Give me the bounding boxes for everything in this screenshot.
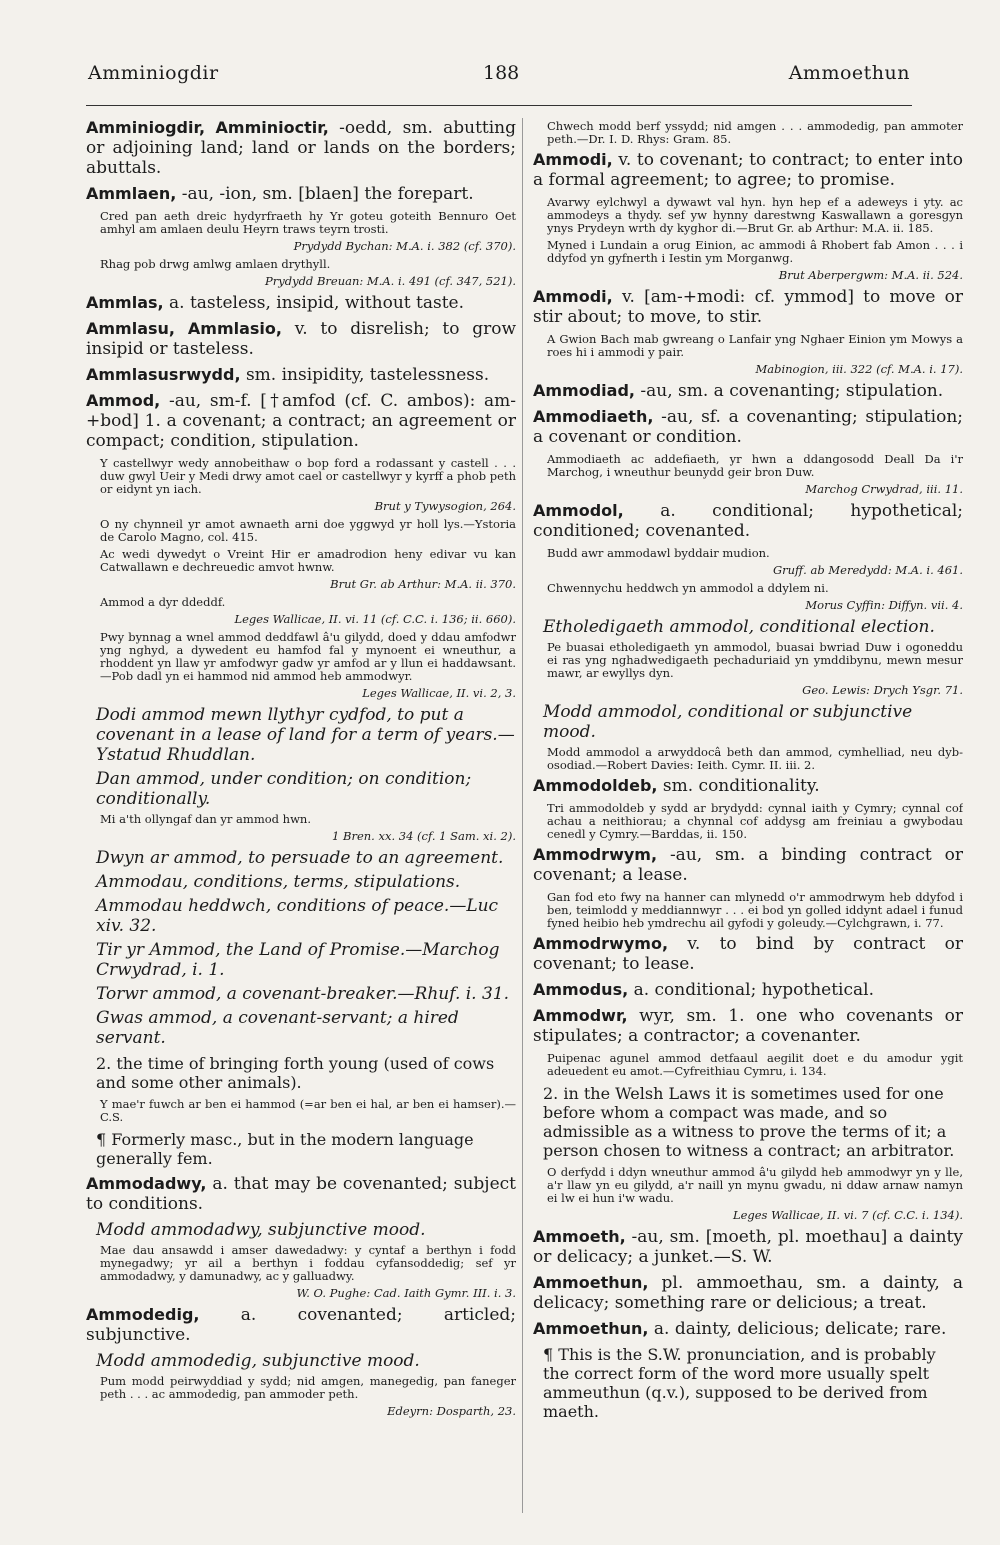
dictionary-entry — [86, 184, 516, 204]
citation-text: A Gwion Bach mab gwreang o Lanfair yng Nghaer Einion ym Mowys a roes hi i ammodi y pair. — [547, 332, 963, 359]
citation-text: Gan fod eto fwy na hanner can mlynedd o'r ammodrwym heb ddyfod i ben, teimlodd y meddiannwyr . . . ei bod yn golled iddynt adael i funud fyned heibio heb ymdrechu ail gyfodi y goleudy.—Cylchgrawn, i. 77. — [547, 890, 963, 930]
dictionary-entry — [533, 934, 963, 974]
phrase-entry: Dwyn ar ammod, to persuade to an agreement. — [96, 848, 504, 868]
entry-headword: Ammlasusrwydd, — [86, 365, 241, 384]
phrase-entry: Etholedigaeth ammodol, conditional election. — [543, 617, 935, 637]
entry-definition: v. to disrelish; to grow insipid or tasteless. — [86, 319, 516, 359]
entry-headword: Amminiogdir, Amminioctir, — [86, 118, 329, 137]
entry-definition: v. to bind by contract or covenant; to lease. — [533, 934, 963, 974]
phrase-entry: Modd ammodol, conditional or subjunctive mood. — [543, 702, 913, 742]
entry-headword: Ammoeth, — [533, 1227, 626, 1246]
citation-source: Brut y Tywysogion, 264. — [374, 499, 516, 513]
entry-headword: Ammodiad, — [533, 381, 635, 400]
entry-definition: v. to covenant; to contract; to enter into a formal agreement; to agree; to promise. — [533, 150, 963, 190]
entry-headword: Ammodrwym, — [533, 845, 658, 864]
entry-definition: a. covenanted; articled; subjunctive. — [86, 1305, 516, 1345]
dictionary-entry — [86, 365, 516, 385]
entry-headword: Ammlasu, Ammlasio, — [86, 319, 282, 338]
entry-definition: -oedd, sm. abutting or adjoining land; land or lands on the borders; abuttals. — [86, 118, 516, 178]
phrase-entry: Dan ammod, under condition; on condition; conditionally. — [96, 769, 472, 809]
citation-source: Gruff. ab Meredydd: M.A. i. 461. — [772, 563, 963, 577]
citation-text: Pum modd peirwyddiad y sydd; nid amgen, manegedig, pan faneger peth . . . ac ammodedig, pan ammoder peth. — [100, 1374, 516, 1401]
phrase-entry: Ammodau heddwch, conditions of peace.—Luc xiv. 32. — [96, 896, 499, 936]
citation-text: Cred pan aeth dreic hydyrfraeth hy Yr goteu goteith Bennuro Oet amhyl am amlaen deulu Heyrn traws teyrn trosti. — [100, 209, 516, 236]
dictionary-entry — [86, 1305, 516, 1345]
dictionary-entry — [533, 407, 963, 447]
dictionary-entry — [86, 391, 516, 451]
citation-text: Mi a'th ollyngaf dan yr ammod hwn. — [100, 812, 311, 826]
entry-definition: a. dainty, delicious; delicate; rare. — [653, 1319, 947, 1339]
phrase-entry: Tir yr Ammod, the Land of Promise.—Marchog Crwydrad, i. 1. — [96, 940, 500, 980]
citation-text: Ammod a dyr ddeddf. — [100, 595, 226, 609]
sense-note: 2. the time of bringing forth young (used of cows and some other animals). — [96, 1054, 495, 1092]
entry-headword: Ammodedig, — [86, 1305, 200, 1324]
phrase-entry: Modd ammodedig, subjunctive mood. — [96, 1351, 420, 1371]
citation-text: Pwy bynnag a wnel ammod deddfawl â'u gilydd, doed y ddau amfodwr yng nghyd, a dywedent eu hamfod fal y mynoent ei wneuthur, a rhoddent yn llaw yr amfodwyr gadw yr amfod ar y llun ei haddawsant.—Pob dadl yn ei hammod nid ammod heb ammodwyr. — [100, 630, 516, 683]
entry-headword: Ammodi, — [533, 287, 613, 306]
entry-definition: wyr, sm. 1. one who covenants or stipulates; a contractor; a covenanter. — [533, 1006, 963, 1046]
entry-definition: -au, sm-f. [†amfod (cf. C. ambos): am-+bod] 1. a covenant; a contract; an agreement or compact; condition, stipulation. — [86, 391, 516, 451]
entry-headword: Ammlaen, — [86, 184, 177, 203]
dictionary-entry — [533, 381, 963, 401]
entry-headword: Ammod, — [86, 391, 161, 410]
citation-text: O ny chynneil yr amot awnaeth arni doe yggwyd yr holl lys.—Ystoria de Carolo Magno, col. 415. — [100, 517, 516, 544]
sense-note: ¶ This is the S.W. pronunciation, and is probably the correct form of the word more usually spelt ammeuthun (q.v.), supposed to be derived from maeth. — [543, 1345, 936, 1421]
citation-text: Budd awr ammodawl byddair mudion. — [547, 546, 770, 560]
citation-source: Mabinogion, iii. 322 (cf. M.A. i. 17). — [755, 362, 963, 376]
dictionary-entry — [533, 980, 963, 1000]
dictionary-entry — [86, 293, 516, 313]
entry-headword: Ammodadwy, — [86, 1174, 207, 1193]
entry-definition: -au, sm. [moeth, pl. moethau] a dainty or delicacy; a junket.—S. W. — [533, 1227, 963, 1267]
entry-definition: sm. insipidity, tastelessness. — [245, 365, 490, 385]
citation-text: Modd ammodol a arwyddocâ beth dan ammod, cymhelliad, neu dyb-osodiad.—Robert Davies: Ieith. Cymr. II. iii. 2. — [547, 745, 963, 772]
entry-definition: sm. conditionality. — [662, 776, 820, 796]
entry-headword: Ammoethun, — [533, 1319, 649, 1338]
entry-headword: Ammodrwymo, — [533, 934, 669, 953]
citation-source: Leges Wallicae, II. vi. 11 (cf. C.C. i. 136; ii. 660). — [234, 612, 516, 626]
citation-text: Pe buasai etholedigaeth yn ammodol, buasai bwriad Duw i ogoneddu ei ras yng nghadwedigaeth pechaduriaid yn ymddibynu, mewn mesur mawr, ar ewyllys dyn. — [547, 640, 963, 680]
phrase-entry: Gwas ammod, a covenant-servant; a hired servant. — [96, 1008, 459, 1048]
citation-source: Prydydd Bychan: M.A. i. 382 (cf. 370). — [293, 239, 516, 253]
citation-source: Leges Wallicae, II. vi. 7 (cf. C.C. i. 134). — [732, 1208, 963, 1222]
entry-headword: Ammodol, — [533, 501, 624, 520]
right-column — [533, 118, 963, 1518]
citation-source: Brut Gr. ab Arthur: M.A. ii. 370. — [330, 577, 516, 591]
running-header — [88, 62, 910, 92]
citation-source: Leges Wallicae, II. vi. 2, 3. — [362, 686, 516, 700]
citation-text: Y castellwyr wedy annobeithaw o bop ford a rodassant y castell . . . duw gwyl Ueir y Medi drwy amot cael or castellwyr y kyrff a phob peth or eidynt yn iach. — [100, 456, 516, 496]
citation-text: Avarwy eylchwyl a dywawt val hyn. hyn hep ef a adeweys i yty. ac ammodeys a thydy. sef yw hynny darestwng Kaswallawn a goresgyn ynys Prydeyn wrth dy kyghor di.—Brut Gr. ab Arthur: M.A. ii. 185. — [547, 195, 963, 235]
page-number: 188 — [483, 62, 520, 84]
phrase-entry: Torwr ammod, a covenant-breaker.—Rhuf. i. 31. — [96, 984, 510, 1004]
entry-headword: Ammodus, — [533, 980, 629, 999]
citation-source: W. O. Pughe: Cad. Iaith Gymr. III. i. 3. — [296, 1286, 516, 1300]
sense-note: 2. in the Welsh Laws it is sometimes used for one before whom a compact was made, and so admissible as a witness to prove the terms of it; a person chosen to witness a contract; an arbitrator. — [543, 1084, 955, 1160]
entry-definition: -au, sm. a binding contract or covenant; a lease. — [533, 845, 963, 885]
citation-source: Brut Aberpergwm: M.A. ii. 524. — [778, 268, 963, 282]
entry-definition: -au, sf. a covenanting; stipulation; a covenant or condition. — [533, 407, 963, 447]
entry-definition: -au, -ion, sm. [blaen] the forepart. — [181, 184, 474, 204]
citation-source: Edeyrn: Dosparth, 23. — [387, 1404, 516, 1418]
citation-source: Morus Cyffin: Diffyn. vii. 4. — [805, 598, 963, 612]
citation-text: Ammodiaeth ac addefiaeth, yr hwn a ddangosodd Deall Da i'r Marchog, i wneuthur beunydd geir bron Duw. — [547, 452, 963, 479]
phrase-entry: Dodi ammod mewn llythyr cydfod, to put a covenant in a lease of land for a term of years.—Ystatud Rhuddlan. — [96, 705, 515, 765]
citation-text: Y mae'r fuwch ar ben ei hammod (=ar ben ei hal, ar ben ei hamser).—C.S. — [100, 1097, 516, 1124]
dictionary-entry — [533, 150, 963, 190]
citation-source: Prydydd Breuan: M.A. i. 491 (cf. 347, 521). — [264, 274, 516, 288]
citation-text: Myned i Lundain a orug Einion, ac ammodi â Rhobert fab Amon . . . i ddyfod yn gyfnerth i Iestin ym Morganwg. — [547, 238, 963, 265]
dictionary-entry — [533, 287, 963, 327]
sense-note: ¶ Formerly masc., but in the modern language generally fem. — [96, 1130, 474, 1168]
citation-text: Tri ammodoldeb y sydd ar brydydd: cynnal iaith y Cymry; cynnal cof achau a neithiorau; a chynnal cof addysg am freiniau a gwybodau cenedl y Cymry.—Barddas, ii. 150. — [547, 801, 963, 841]
entry-definition: a. that may be covenanted; subject to conditions. — [86, 1174, 516, 1214]
citation-source: Marchog Crwydrad, iii. 11. — [805, 482, 963, 496]
dictionary-entry — [533, 776, 963, 796]
entry-definition: a. tasteless, insipid, without taste. — [169, 293, 465, 313]
citation-source: 1 Bren. xx. 34 (cf. 1 Sam. xi. 2). — [332, 829, 516, 843]
citation-text: Mae dau ansawdd i amser dawedadwy: y cyntaf a berthyn i fodd mynegadwy; yr ail a berthyn i foddau cyfansoddedig; sef yr ammodadwy, y damunadwy, ac y galluadwy. — [100, 1243, 516, 1283]
entry-definition: -au, sm. a covenanting; stipulation. — [640, 381, 944, 401]
dictionary-entry — [533, 501, 963, 541]
header-right-word: Ammoethun — [788, 62, 910, 84]
dictionary-entry — [86, 319, 516, 359]
header-rule — [86, 105, 912, 106]
entry-headword: Ammodi, — [533, 150, 613, 169]
dictionary-entry — [533, 1273, 963, 1313]
dictionary-entry — [86, 118, 516, 178]
entry-definition: pl. ammoethau, sm. a dainty, a delicacy; something rare or delicious; a treat. — [533, 1273, 963, 1313]
citation-text: Ac wedi dywedyt o Vreint Hir er amadrodion heny edivar vu kan Catwallawn e dechreuedic amvot hwnw. — [100, 547, 516, 574]
column-divider — [522, 118, 523, 1513]
citation-text: Rhag pob drwg amlwg amlaen drythyll. — [100, 257, 331, 271]
citation-text: Chwennychu heddwch yn ammodol a ddylem ni. — [547, 581, 829, 595]
left-column — [86, 118, 516, 1518]
entry-headword: Ammlas, — [86, 293, 164, 312]
phrase-entry: Modd ammodadwy, subjunctive mood. — [96, 1220, 426, 1240]
entry-definition: a. conditional; hypothetical. — [633, 980, 874, 1000]
dictionary-entry — [533, 1006, 963, 1046]
dictionary-entry — [86, 1174, 516, 1214]
citation-text: Puipenac agunel ammod detfaaul aegilit doet e du amodur ygit adeuedent eu amot.—Cyfreithiau Cymru, i. 134. — [547, 1051, 963, 1078]
citation-text: Chwech modd berf yssydd; nid amgen . . . ammodedig, pan ammoter peth.—Dr. I. D. Rhys: Gram. 85. — [547, 119, 963, 146]
entry-definition: a. conditional; hypothetical; conditioned; covenanted. — [533, 501, 963, 541]
entry-headword: Ammodoldeb, — [533, 776, 658, 795]
entry-headword: Ammodiaeth, — [533, 407, 654, 426]
header-left-word: Amminiogdir — [88, 62, 219, 84]
entry-definition: v. [am-+modi: cf. ymmod] to move or stir about; to move, to stir. — [533, 287, 963, 327]
dictionary-entry — [533, 1319, 963, 1339]
dictionary-entry — [533, 845, 963, 885]
entry-headword: Ammoethun, — [533, 1273, 649, 1292]
citation-text: O derfydd i ddyn wneuthur ammod â'u gilydd heb ammodwyr yn y lle, a'r llaw yn eu gilydd, a'r naill yn mynu gwadu, ni ddaw arnaw namyn ei lw ei hun i'w wadu. — [547, 1165, 963, 1205]
phrase-entry: Ammodau, conditions, terms, stipulations. — [96, 872, 461, 892]
entry-headword: Ammodwr, — [533, 1006, 628, 1025]
citation-source: Geo. Lewis: Drych Ysgr. 71. — [802, 683, 963, 697]
dictionary-entry — [533, 1227, 963, 1267]
